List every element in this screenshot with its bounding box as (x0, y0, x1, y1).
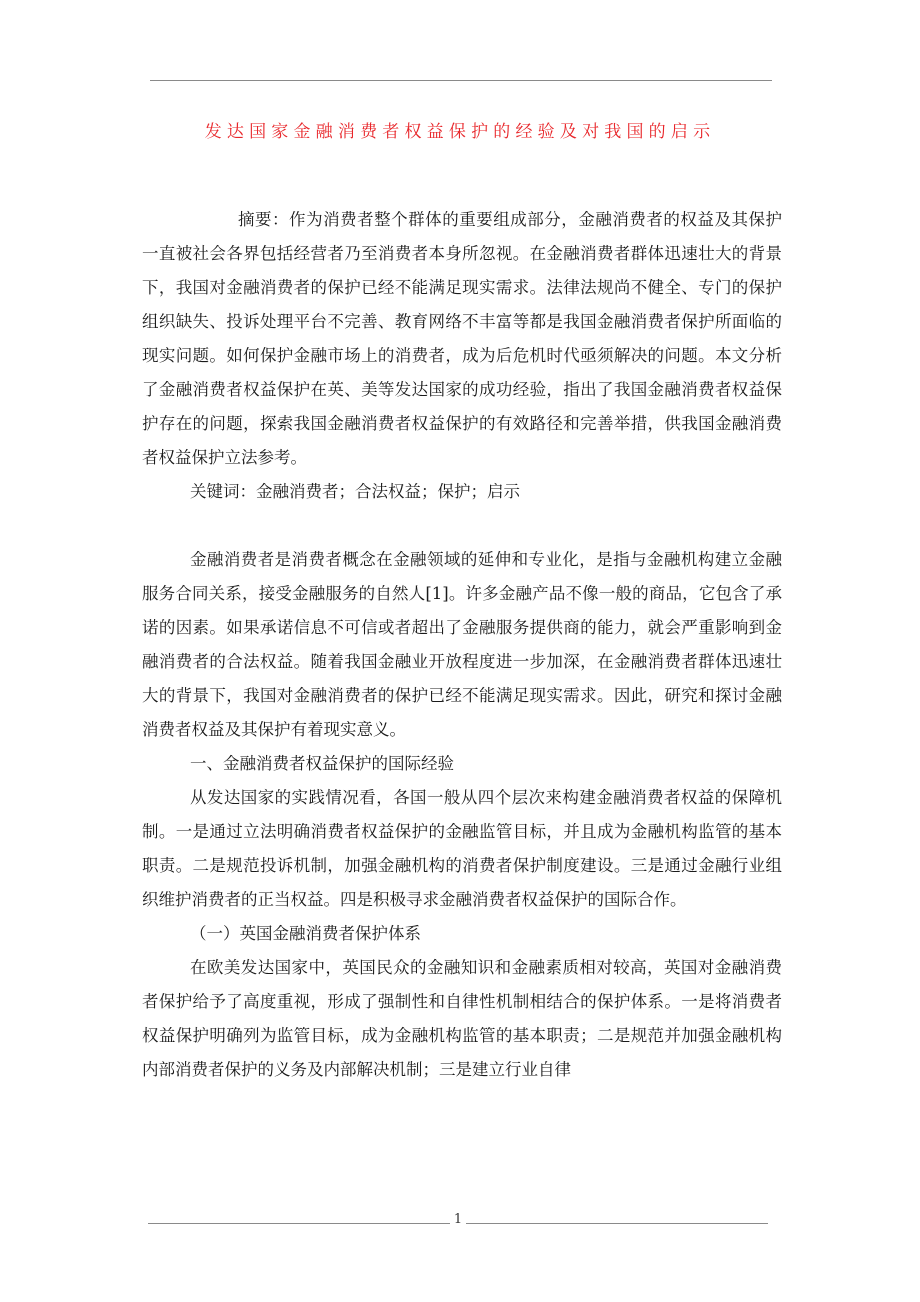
page-footer (148, 1212, 768, 1235)
document-body (142, 203, 782, 1087)
section-paragraph-1: 从发达国家的实践情况看，各国一般从四个层次来构建金融消费者权益的保障机制。一是通过立法明确消费者权益保护的金融监管目标，并且成为金融机构监管的基本职责。二是规范投诉机制，加强金融机构的消费者保护制度建设。三是通过金融行业组织维护消费者的正当权益。四是积极寻求金融消费者权益保护的国际合作。 (142, 788, 782, 909)
keywords-line: 关键词：金融消费者；合法权益；保护；启示 (190, 482, 520, 501)
paragraph-gap (142, 509, 782, 543)
subsection-heading-1: （一）英国金融消费者保护体系 (190, 924, 421, 943)
intro-paragraph: 金融消费者是消费者概念在金融领域的延伸和专业化，是指与金融机构建立金融服务合同关系，接受金融服务的自然人[1]。许多金融产品不像一般的商品，它包含了承诺的因素。如果承诺信息不可信或者超出了金融服务提供商的能力，就会严重影响到金融消费者的合法权益。随着我国金融业开放程度进一步加深，在金融消费者群体迅速壮大的背景下，我国对金融消费者的保护已经不能满足现实需求。因此，研究和探讨金融消费者权益及其保护有着现实意义。 (142, 550, 782, 739)
header-rule (150, 80, 772, 81)
subsection-paragraph-1: 在欧美发达国家中，英国民众的金融知识和金融素质相对较高，英国对金融消费者保护给予了高度重视，形成了强制性和自律性机制相结合的保护体系。一是将消费者权益保护明确列为监管目标，成为金融机构监管的基本职责；二是规范并加强金融机构内部消费者保护的义务及内部解决机制；三是建立行业自律 (142, 958, 782, 1079)
page-number: 1 (450, 1212, 466, 1227)
abstract-paragraph: 摘要：作为消费者整个群体的重要组成部分，金融消费者的权益及其保护一直被社会各界包括经营者乃至消费者本身所忽视。在金融消费者群体迅速壮大的背景下，我国对金融消费者的保护已经不能满足现实需求。法律法规尚不健全、专门的保护组织缺失、投诉处理平台不完善、教育网络不丰富等都是我国金融消费者保护所面临的现实问题。如何保护金融市场上的消费者，成为后危机时代亟须解决的问题。本文分析了金融消费者权益保护在英、美等发达国家的成功经验，指出了我国金融消费者权益保护存在的问题，探索我国金融消费者权益保护的有效路径和完善举措，供我国金融消费者权益保护立法参考。 (142, 210, 782, 467)
section-heading-1: 一、金融消费者权益保护的国际经验 (190, 754, 454, 773)
document-title: 发达国家金融消费者权益保护的经验及对我国的启示 (204, 122, 716, 142)
